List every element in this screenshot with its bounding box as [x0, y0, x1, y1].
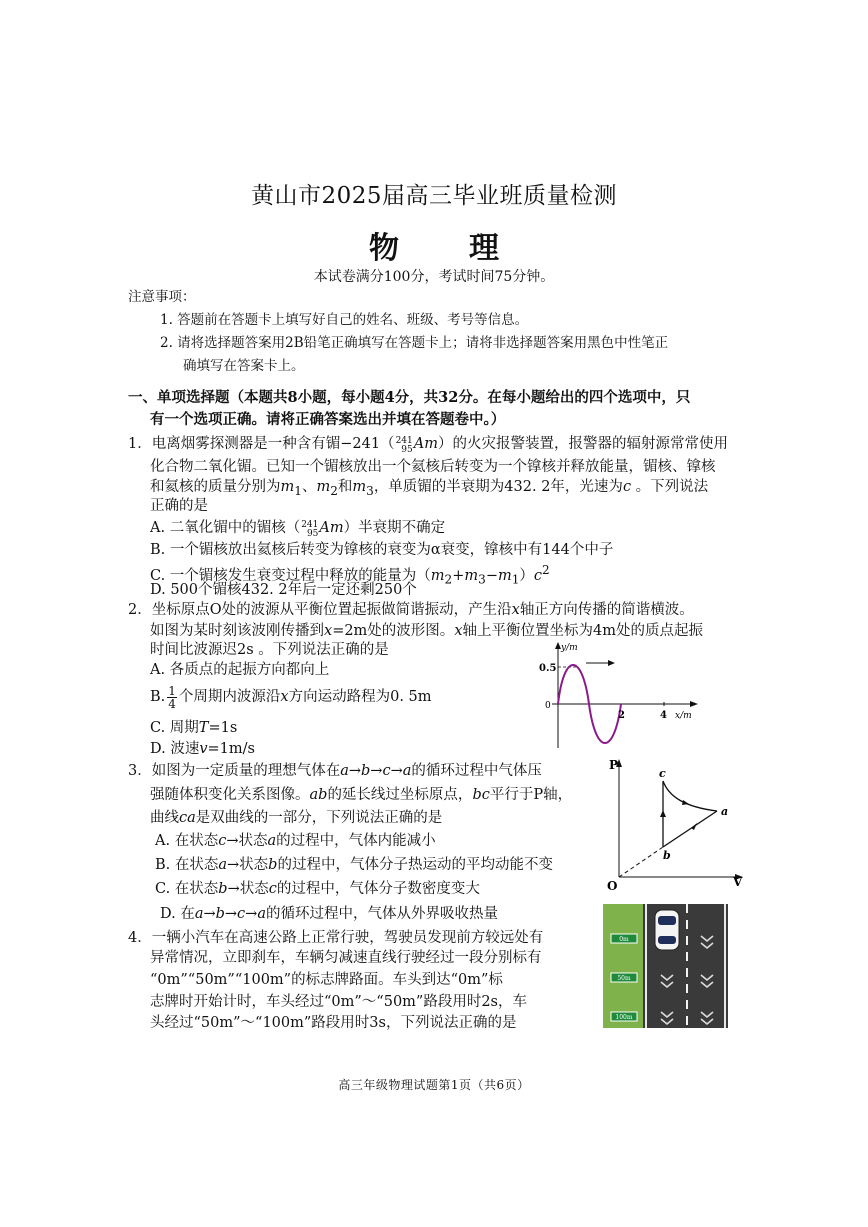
grass-shoulder: [603, 904, 643, 1028]
sign-50m: [611, 973, 637, 982]
notice-item-1: 1. 答题前在答题卡上填写好自己的姓名、班级、考号等信息。: [160, 312, 529, 328]
q3-option-b: B. 在状态a→状态b的过程中，气体分子热运动的平均动能不变: [155, 857, 553, 873]
q1-option-a: A. 二氧化镅中的镅核（ 241 95 Am）半衰期不确定: [150, 520, 446, 539]
q4-line-1: 4．一辆小汽车在高速公路上正常行驶，驾驶员发现前方较远处有: [128, 930, 544, 946]
svg-text:0m: 0m: [619, 936, 629, 943]
state-b-label: b: [663, 849, 671, 862]
v-axis-label: V: [733, 875, 743, 889]
bc-direction-arrow: [660, 810, 666, 817]
notice-item-2-cont: 确填写在答案卡上。: [183, 358, 305, 374]
p-axis-label: P: [609, 758, 619, 772]
state-c-label: c: [659, 767, 666, 780]
q3-option-d: D. 在a→b→c→a的循环过程中，气体从外界吸收热量: [160, 906, 498, 922]
sign-0m: [611, 934, 637, 943]
q2-option-a: A. 各质点的起振方向都向上: [150, 662, 330, 678]
q1-option-c: C. 一个镅核发生衰变过程中释放的能量为$(m_2+m_3-m_1)c^2$: [150, 563, 550, 587]
q1-line-3: 和氦核的质量分别为$m_1$、$m_2$和$m_3$，单质镅的半衰期为432. 2年，光速为c 。下列说法: [150, 479, 709, 498]
score-info: 本试卷满分100分，考试时间75分钟。: [313, 269, 555, 285]
q4-line-2: 异常情况，立即刹车，车辆匀减速直线行驶经过一段分别标有: [150, 950, 542, 966]
q1-line-1: 1．电离烟雾探测器是一种含有镅−241（ 241 95 Am）的火灾报警装置，报警器的辐射源常常使用: [128, 436, 728, 455]
q2-line-1: 2．坐标原点O处的波源从平衡位置起振做简谐振动，产生沿x轴正方向传播的简谐横波。: [128, 602, 694, 618]
q4-line-4: 志牌时开始计时，车头经过“0m”～“50m”路段用时2s，车: [150, 994, 527, 1010]
q2-option-c: C. 周期T=1s: [150, 720, 238, 736]
pv-graph: [603, 755, 748, 895]
q1-option-b: B. 一个镅核放出氦核后转变为镎核的衰变为α衰变，镎核中有144个中子: [150, 542, 614, 558]
q3-option-a: A. 在状态c→状态a的过程中，气体内能减小: [155, 833, 436, 849]
y-axis-label: y/m: [561, 643, 578, 653]
svg-text:100m: 100m: [615, 1014, 633, 1021]
q4-line-3: “0m”“50m”“100m”的标志牌路面。车头到达“0m”标: [150, 972, 503, 988]
q2-line-3: 时间比波源迟2s 。下列说法正确的是: [150, 642, 389, 658]
origin-label: 0: [545, 701, 551, 711]
q4-line-5: 头经过“50m”～“100m”路段用时3s，下列说法正确的是: [150, 1015, 517, 1031]
section-heading: 一、单项选择题（本题共8小题，每小题4分，共32分。在每小题给出的四个选项中，只: [128, 389, 691, 406]
ab-direction-arrow: [691, 823, 697, 830]
propagation-arrow-head: [608, 660, 615, 666]
subject-title: 物理: [369, 231, 569, 266]
tick-4-label: 4: [660, 710, 667, 721]
q3-option-c: C. 在状态b→状态c的过程中，气体分子数密度变大: [155, 881, 480, 897]
x-axis-label: x/m: [675, 711, 692, 721]
page-footer: 高三年级物理试题第1页（共6页）: [338, 1078, 530, 1092]
q3-line-3: 曲线ca是双曲线的一部分，下列说法正确的是: [150, 810, 443, 826]
sign-100m: [611, 1012, 637, 1021]
tick-2-label: 2: [618, 710, 625, 721]
notice-title: 注意事项：: [128, 289, 196, 305]
exam-title: 黄山市2025届高三毕业班质量检测: [250, 183, 618, 209]
section-heading-cont: 有一个选项正确。请将正确答案选出并填在答题卷中。）: [150, 411, 506, 428]
state-a-label: a: [721, 805, 729, 818]
amplitude-label: 0.5: [539, 663, 557, 674]
q3-line-1: 3．如图为一定质量的理想气体在a→b→c→a的循环过程中气体压: [128, 763, 542, 779]
svg-text:50m: 50m: [617, 975, 631, 982]
line-ab: [663, 811, 717, 847]
ab-extension: [619, 847, 663, 877]
notice-item-2: 2. 请将选择题答案用2B铅笔正确填写在答题卡上；请将非选择题答案用黑色中性笔正: [160, 335, 669, 351]
q2-line-2: 如图为某时刻该波刚传播到x=2m处的波形图。x轴上平衡位置坐标为4m处的质点起振: [150, 623, 703, 639]
car-icon: [655, 910, 679, 950]
isotope-notation: 241 95: [395, 436, 413, 455]
highway-illustration: [603, 904, 728, 1028]
q2-option-d: D. 波速v=1m/s: [150, 741, 255, 757]
x-axis-arrow: [690, 701, 698, 707]
q2-option-b: B. $\frac{1}{4}$ 个周期内波源沿x方向运动路程为0. 5m: [150, 684, 432, 711]
q1-line-4: 正确的是: [150, 498, 208, 514]
curve-ca: [663, 781, 717, 811]
q1-option-d: D. 500个镅核432. 2年后一定还剩250个: [150, 582, 417, 598]
q3-line-2: 强随体积变化关系图像。ab的延长线过坐标原点，bc平行于P轴，: [150, 787, 573, 803]
q1-line-2: 化合物二氧化镅。已知一个镅核放出一个氦核后转变为一个镎核并释放能量，镅核、镎核: [150, 459, 716, 475]
fraction-quarter: $\frac{1}{4}$: [168, 684, 176, 711]
origin-label: O: [607, 879, 618, 893]
wave-graph: [530, 640, 702, 752]
